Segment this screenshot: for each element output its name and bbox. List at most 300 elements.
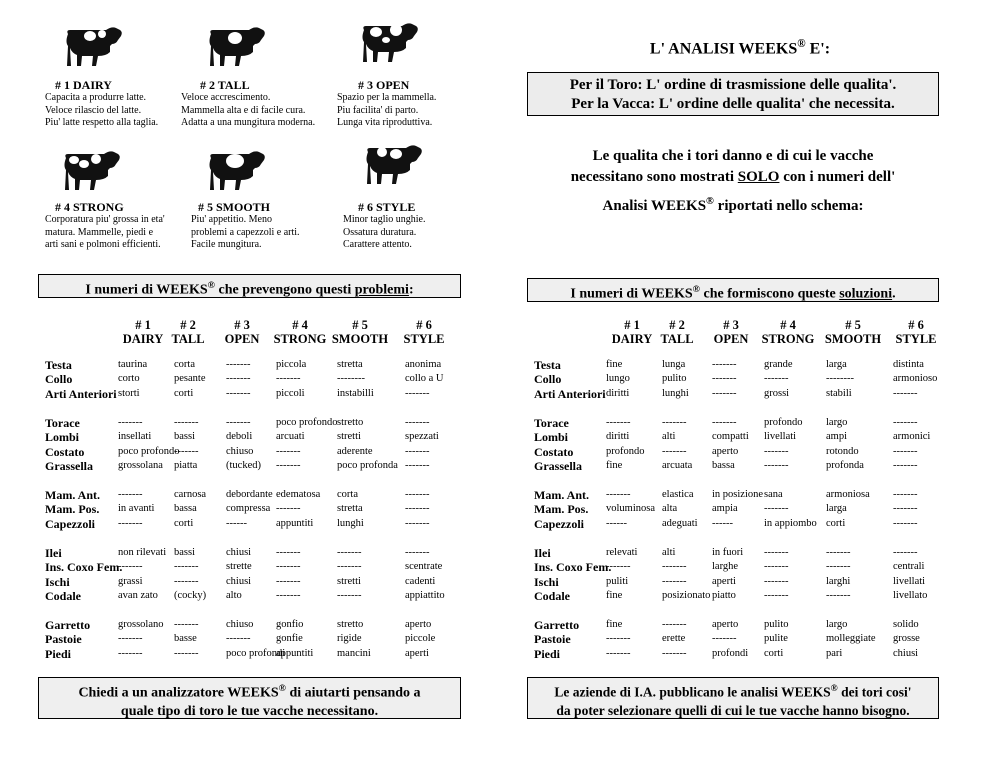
table-cell: diritti [606,387,630,399]
table-cell: ------- [606,633,631,645]
table-cell: ------- [606,417,631,428]
table-cell: armonioso [893,373,938,385]
solutions-banner-emphasis: soluzioni [839,286,893,302]
row-label: Testa [45,358,72,372]
column-number: # 5 [352,318,368,332]
table-cell: pulite [764,633,788,645]
table-cell: taurina [118,359,148,370]
table-cell: larga [826,503,847,515]
table-cell: (tucked) [226,459,261,471]
cow-illustration-icon [362,140,424,188]
table-cell: ------- [893,445,918,457]
column-name: STYLE [895,332,937,346]
table-cell: largo [826,417,848,428]
row-label: Costato [534,444,574,459]
table-cell: ------- [662,445,687,457]
solutions-banner-pre: I numeri di WEEKS [570,286,693,302]
row-label: Ins. Coxo Fem. [45,560,123,575]
table-cell: deboli [226,431,253,443]
table-cell: -------- [826,373,854,385]
table-cell: piccole [405,633,436,645]
table-cell: ------- [826,561,851,573]
table-cell: erette [662,633,686,645]
row-label: Piedi [45,646,71,661]
table-cell: ------- [764,547,789,558]
column-name: SMOOTH [331,332,389,346]
table-cell: corti [174,387,194,399]
cow-description-line: matura. Mammelle, piedi e [45,226,154,238]
table-cell: gonfio [276,619,304,630]
table-cell: in posizione [712,489,764,500]
table-cell: ------- [893,517,918,529]
table-cell: arcuata [662,459,693,471]
explanation-line-2-pre: necessitano sono mostrati [570,169,738,185]
solutions-banner-mid: che formiscono queste [700,286,840,302]
analysis-title-suffix: E': [805,40,831,58]
table-cell: livellato [893,589,928,601]
table-cell: ------- [662,619,687,630]
explanation-line-3-pre: Analisi WEEKS [602,198,707,214]
table-cell: carnosa [174,489,207,500]
registered-mark: ® [692,284,700,295]
registered-mark: ® [207,280,215,291]
table-cell: ------- [606,489,631,500]
problems-footer-box [38,677,461,719]
cow-description-line: Adatta a una mungitura moderna. [181,117,316,128]
problems-banner-post: : [408,282,414,298]
cow-type-title: # 2 TALL [200,78,250,92]
column-name: TALL [171,332,205,346]
cow-illustration-icon [358,18,420,66]
row-label: Arti Anteriori [534,386,606,401]
table-cell: ------- [764,373,789,385]
table-cell: ------- [662,417,687,428]
column-name: OPEN [713,332,749,346]
problems-footer-line-2: quale tipo di toro le tue vacche necessitano. [120,703,379,719]
cow-type-description [191,214,300,252]
table-cell: corta [174,359,195,370]
column-name: TALL [660,332,694,346]
row-label: Torace [45,416,80,430]
table-cell: livellati [893,575,926,587]
row-label: Arti Anteriori [45,386,117,401]
table-cell: non rilevati [118,547,167,558]
table-cell: pesante [174,373,206,385]
table-cell: debordante [226,489,273,500]
problems-footer-pre: Chiedi a un analizzatore WEEKS [78,685,279,701]
cow-illustration-icon [60,146,122,194]
table-cell: fine [606,619,623,630]
table-cell: appiattito [405,589,445,601]
table-cell: aperto [712,445,739,457]
table-cell: adeguati [662,517,698,529]
table-cell: centrali [893,561,925,573]
cow-description-line: Veloce accrescimento. [181,92,271,103]
row-label: Ischi [534,574,559,589]
table-cell: ------- [764,575,789,587]
row-label: Lombi [45,430,80,445]
table-cell: ------- [226,359,251,370]
cow-type-description [45,214,165,252]
table-cell: ------ [226,517,247,529]
column-header [158,318,218,346]
table-cell: compressa [226,503,271,515]
table-cell: bassi [174,547,195,558]
row-label: Mam. Ant. [534,488,589,502]
table-cell: chiusi [226,547,252,558]
cow-type-title: # 3 OPEN [358,78,410,92]
table-cell: ------- [764,503,789,515]
table-cell: ------- [764,561,789,573]
row-label: Ilei [534,546,551,560]
registered-mark: ® [706,196,714,207]
table-cell: corti [826,517,846,529]
table-cell: alti [662,431,676,443]
cow-type-description [337,92,436,130]
registered-mark: ® [797,38,806,50]
table-cell: larghe [712,561,739,573]
table-cell: ------- [405,517,430,529]
cow-description-line: Corporatura piu' grossa in eta' [45,214,165,225]
solutions-footer-line-2: da poter selezionare quelli di cui le tue vacche hanno bisogno. [556,702,910,718]
table-cell: relevati [606,547,638,558]
table-cell: basse [174,633,197,645]
table-cell: stretta [337,359,363,370]
solutions-footer-post: dei tori cosi' [837,684,912,700]
table-cell: ------- [405,387,430,399]
table-cell: corta [337,489,358,500]
table-cell: ------- [893,387,918,399]
problems-banner [38,274,461,298]
table-cell: ------- [826,547,851,558]
table-cell: ------- [276,445,301,457]
table-cell: pari [826,647,843,659]
table-cell: ------- [606,647,631,659]
cow-type-title: # 1 DAIRY [55,78,112,92]
table-cell: larga [826,359,847,370]
table-cell: stretto [337,619,364,630]
table-cell: grosse [893,633,920,645]
bull-cow-definition-box [527,72,939,116]
cow-description-line: problemi a capezzoli e arti. [191,226,300,238]
cow-description-line: arti sani e polmoni efficienti. [45,239,161,250]
explanation-emphasis: SOLO [737,169,780,185]
problems-footer-line-1 [39,680,460,703]
row-label: Collo [534,372,562,387]
row-label: Lombi [534,430,569,445]
table-cell: corto [118,373,140,385]
table-cell: ------- [405,503,430,515]
table-cell: stretti [337,575,361,587]
row-label: Capezzoli [534,516,584,531]
table-cell: scentrate [405,561,443,573]
table-cell: insellati [118,431,152,443]
cow-description-line: Mammella alta e di facile cura. [181,104,306,116]
problems-banner-emphasis: problemi [354,282,409,298]
cow-type-title: # 6 STYLE [358,200,416,214]
table-cell: ------- [893,503,918,515]
solutions-footer-pre: Le aziende di I.A. pubblicano le analisi WEEKS [554,684,831,700]
table-cell: ------- [118,489,143,500]
table-cell: ------- [764,445,789,457]
table-cell: ------- [276,575,301,587]
table-cell: appuntiti [276,517,314,529]
cow-type-title: # 4 STRONG [55,200,124,214]
table-cell: ------- [337,589,362,601]
table-cell: fine [606,359,623,370]
table-cell: cadenti [405,575,436,587]
table-cell: piatto [712,589,736,601]
table-cell: aperti [405,647,429,659]
row-label: Garretto [45,618,91,632]
table-cell: ------- [826,589,851,601]
table-cell: ------ [712,517,733,529]
table-cell: ------- [226,387,251,399]
table-cell: ------ [606,517,627,529]
row-label: Grassella [45,458,93,473]
table-cell: alta [662,503,678,515]
table-cell: piatta [174,459,198,471]
column-header [823,318,883,346]
table-cell: ------- [276,589,301,601]
table-cell: bassi [174,431,195,443]
table-cell: mancini [337,647,371,659]
table-cell: ------- [712,387,737,399]
table-cell: in appiombo [764,517,817,529]
table-cell: aperto [405,619,432,630]
table-cell: aderente [337,445,373,457]
row-label: Pastoie [534,632,571,647]
table-cell: ------- [893,417,918,428]
table-cell: instabilli [337,387,374,399]
table-cell: ------- [337,547,362,558]
column-number: # 5 [845,318,861,332]
table-cell: storti [118,387,140,399]
table-cell: diritti [606,431,630,443]
registered-mark: ® [278,683,286,694]
column-number: # 3 [234,318,250,332]
row-label: Mam. Ant. [45,488,100,502]
table-cell: ------- [606,561,631,573]
column-header [330,318,390,346]
problems-footer-post: di aiutarti pensando a [285,685,421,701]
table-cell: poco profondo [118,445,180,457]
row-label: Mam. Pos. [45,502,100,517]
column-number: # 3 [723,318,739,332]
table-cell: piccoli [276,387,305,399]
row-label: Collo [45,372,73,387]
table-cell: arcuati [276,431,305,443]
table-cell: lunga [662,359,686,370]
column-number: # 6 [908,318,924,332]
registered-mark: ® [830,684,838,694]
column-header [647,318,707,346]
table-cell: armonici [893,431,931,443]
table-cell: lungo [606,373,630,385]
cow-description-line: Facile mungitura. [191,239,262,250]
table-cell: ------- [226,373,251,385]
table-cell: ------- [174,561,199,573]
column-header [886,318,946,346]
table-cell: compatti [712,431,749,443]
cow-illustration-icon [205,146,267,194]
solutions-footer-line-1 [528,680,938,702]
column-name: STRONG [761,332,815,346]
row-label: Torace [534,416,569,430]
table-cell: bassa [712,459,735,471]
table-cell: ------- [405,547,430,558]
table-cell: ampia [712,503,738,515]
cow-type-title: # 5 SMOOTH [198,200,271,214]
table-cell: aperti [712,575,736,587]
explanation-line-2 [527,167,939,188]
column-number: # 4 [292,318,308,332]
cow-illustration-icon [205,22,267,70]
table-cell: molleggiate [826,633,876,645]
table-cell: fine [606,589,623,601]
table-cell: ------- [276,547,301,558]
cow-description-line: Capacita a produrre latte. [45,92,147,103]
table-cell: in fuori [712,547,744,558]
row-label: Codale [45,588,81,603]
table-cell: appuntiti [276,647,314,659]
table-cell: ------- [174,445,199,457]
table-cell: ------- [893,459,918,471]
column-name: DAIRY [122,332,164,346]
table-cell: rigide [337,633,362,645]
cow-description-line: Lunga vita riproduttiva. [337,117,433,128]
table-cell: ------- [405,489,430,500]
table-cell: ------- [712,359,737,370]
table-cell: piccola [276,359,307,370]
table-cell: ------- [174,619,199,630]
row-label: Capezzoli [45,516,95,531]
table-cell: grande [764,359,793,370]
column-header [758,318,818,346]
problems-banner-mid: che prevengono questi [214,282,355,298]
row-label: Costato [45,444,85,459]
table-cell: ------- [276,459,301,471]
table-cell: ------- [662,561,687,573]
explanation-line-1: Le qualita che i tori danno e di cui le vacche [592,148,874,164]
table-cell: ------- [893,547,918,558]
table-cell: grossolano [118,619,164,630]
column-number: # 2 [669,318,685,332]
table-cell: poco profonda [337,459,398,471]
table-cell: alto [226,589,242,601]
row-label: Testa [534,358,561,372]
table-cell: ------- [118,647,143,659]
table-cell: in avanti [118,503,155,515]
table-cell: ampi [826,431,847,443]
problems-banner-pre: I numeri di WEEKS [85,282,208,298]
column-header [701,318,761,346]
table-cell: poco profondo [276,417,338,428]
column-name: DAIRY [611,332,653,346]
explanation-line-2-post: con i numeri dell' [779,169,896,185]
table-cell: chiuso [226,445,254,457]
table-cell: stretta [337,503,363,515]
table-cell: ------- [174,417,199,428]
table-cell: profonda [826,459,864,471]
cow-description-line: Veloce rilascio del latte. [45,104,142,116]
table-cell: distinta [893,359,924,370]
column-number: # 1 [624,318,640,332]
explanation-line-3 [527,191,939,217]
cow-description-line: Piu' latte respetto alla taglia. [45,117,159,128]
table-cell: pulito [662,373,687,385]
bull-definition: Per il Toro: L' ordine di trasmissione delle qualita'. [569,77,897,93]
cow-description-line: Carattere attento. [343,239,412,250]
table-cell: ------- [405,445,430,457]
row-label: Ins. Coxo Fem. [534,560,612,575]
table-cell: gonfie [276,633,303,645]
explanation-line-3-post: riportati nello schema: [713,198,864,214]
table-cell: grossolana [118,459,163,471]
table-cell: grassi [118,575,143,587]
table-cell: ------- [712,373,737,385]
column-header [212,318,272,346]
cow-description-line: Spazio per la mammella. [337,92,437,103]
table-cell: profondo [764,417,803,428]
solutions-footer-box [527,677,939,719]
cow-illustration-icon [62,22,124,70]
explanation-paragraph [527,146,939,217]
cow-description-line: Minor taglio unghie. [343,214,426,225]
row-label: Mam. Pos. [534,502,589,517]
table-cell: alti [662,547,676,558]
table-cell: corti [764,647,784,659]
table-cell: ------- [893,489,918,500]
table-cell: stretti [337,431,361,443]
solutions-banner-post: . [892,286,896,302]
cow-definition: Per la Vacca: L' ordine delle qualita' che necessita. [571,96,895,112]
table-cell: profondi [712,647,749,659]
column-number: # 4 [780,318,796,332]
table-cell: corti [174,517,194,529]
solutions-banner [527,278,939,302]
table-cell: avan zato [118,589,158,601]
table-cell: sana [764,489,783,500]
table-cell: ------- [174,647,199,659]
analysis-title [540,38,940,58]
table-cell: ------- [662,575,687,587]
cow-type-description [181,92,315,130]
table-cell: stabili [826,387,852,399]
column-header [394,318,454,346]
row-label: Ischi [45,574,70,589]
table-cell: ------- [276,373,301,385]
table-cell: spezzati [405,431,439,443]
table-cell: voluminosa [606,503,655,515]
cow-description-line: Piu facilita' di parto. [337,104,419,116]
table-cell: fine [606,459,623,471]
table-cell: ------- [764,589,789,601]
table-cell: (cocky) [174,589,207,601]
table-cell: chiusi [226,575,252,587]
table-cell: posizionato [662,589,711,601]
table-cell: collo a U [405,373,444,385]
table-cell: pulito [764,619,789,630]
table-cell: ------- [118,517,143,529]
table-cell: ------- [662,647,687,659]
table-cell: ------- [174,575,199,587]
row-label: Piedi [534,646,560,661]
table-cell: ------- [276,503,301,515]
analysis-title-text: L' ANALISI WEEKS [649,40,798,58]
row-label: Grassella [534,458,582,473]
column-name: SMOOTH [824,332,882,346]
